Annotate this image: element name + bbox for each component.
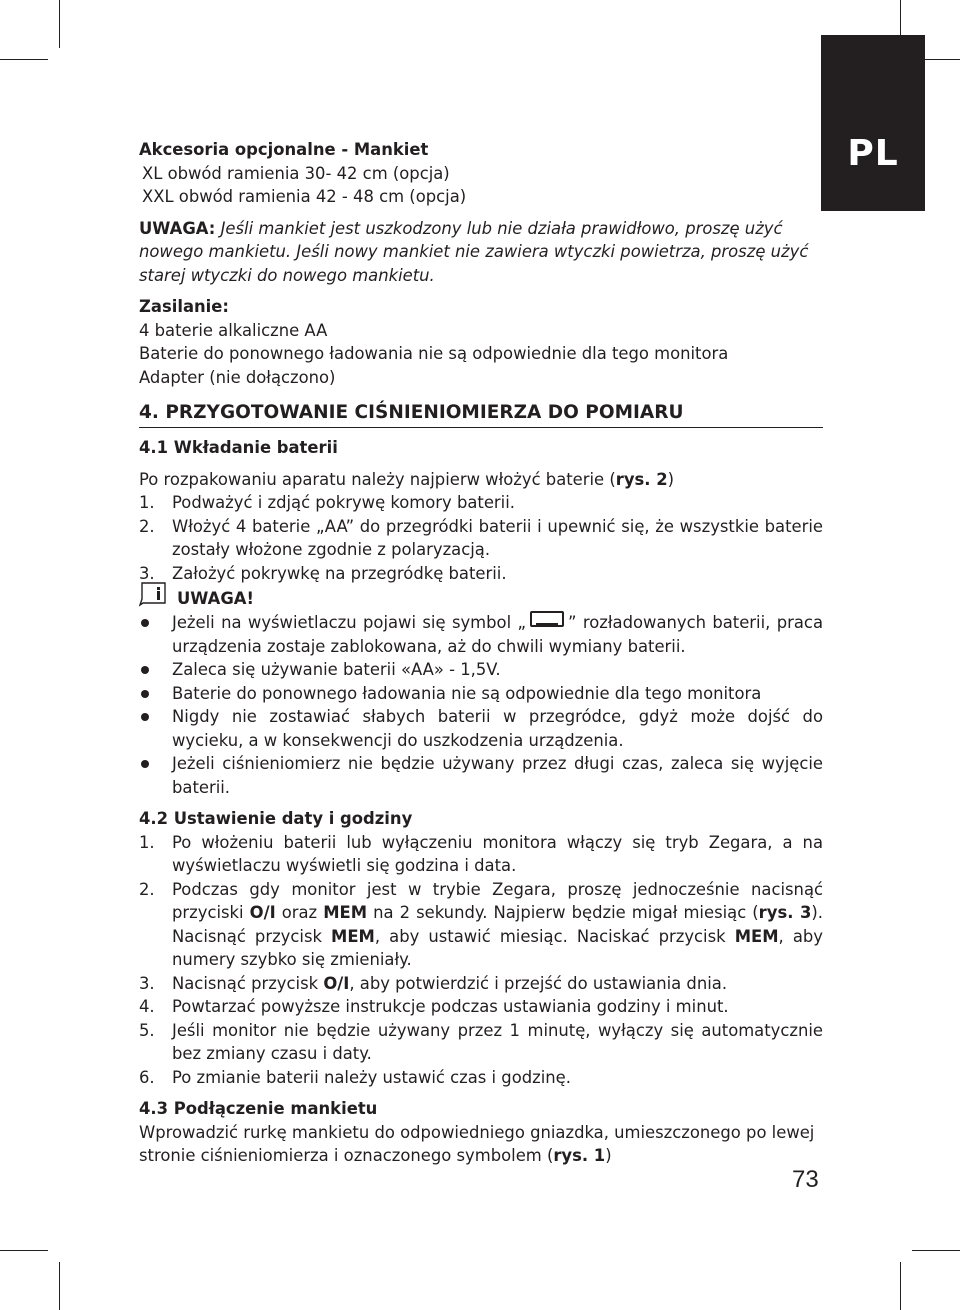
bullet-item: Nigdy nie zostawiać słabych baterii w przegródce, gdyż może dojść do wycieku, a w konsekwencji do uszkodzenia urządzenia. xyxy=(139,705,823,752)
page-content xyxy=(139,138,823,1168)
crop-mark xyxy=(0,1250,48,1251)
crop-mark xyxy=(0,59,48,60)
note-label: UWAGA! xyxy=(177,589,254,608)
bullet-item: Zaleca się używanie baterii «AA» - 1,5V. xyxy=(139,658,823,682)
list-item: 3. Nacisnąć przycisk O/I, aby potwierdzić i przejść do ustawiania dnia. xyxy=(139,973,728,993)
accessory-item: XXL obwód ramienia 42 - 48 cm (opcja) xyxy=(142,187,467,206)
power-line: Adapter (nie dołączono) xyxy=(139,367,336,387)
power-line: 4 baterie alkaliczne AA xyxy=(139,320,328,340)
section-4-title: 4. PRZYGOTOWANIE CIŚNIENIOMIERZA DO POMIARU xyxy=(139,401,823,428)
bullet-item: Baterie do ponownego ładowania nie są odpowiednie dla tego monitora xyxy=(139,682,823,706)
section-4-2-title: 4.2 Ustawienie daty i godziny xyxy=(139,809,413,828)
note-heading xyxy=(139,585,823,611)
power-title: Zasilanie: xyxy=(139,297,229,316)
list-item: 5. Jeśli monitor nie będzie używany przez 1 minutę, wyłączy się automatycznie bez zmiany czasu i daty. xyxy=(139,1020,823,1063)
battery-low-icon xyxy=(530,611,564,627)
list-item: 4. Powtarzać powyższe instrukcje podczas ustawiania godziny i minut. xyxy=(139,997,729,1016)
list-item: 1. Podważyć i zdjąć pokrywę komory baterii. xyxy=(139,493,515,512)
section-4-3-text: Wprowadzić rurkę mankietu do odpowiedniego gniazdka, umieszczonego po lewej stronie ciśnieniomierza i oznaczonego symbolem (rys. 1) xyxy=(139,1122,815,1165)
list-item: 6. Po zmianie baterii należy ustawić czas i godzinę. xyxy=(139,1067,571,1087)
list-item: 3. Założyć pokrywkę na przegródkę baterii. xyxy=(139,563,507,583)
warning-text: Jeśli mankiet jest uszkodzony lub nie działa prawidłowo, proszę użyć nowego mankietu. Jeśli nowy mankiet nie zawiera wtyczki powietrza, proszę użyć starej wtyczki do nowego mankietu. xyxy=(139,218,809,285)
list-item: 2. Włożyć 4 baterie „AA” do przegródki baterii i upewnić się, że wszystkie baterie zostały włożone zgodnie z polaryzacją. xyxy=(139,516,823,559)
bullet-item: Jeżeli ciśnieniomierz nie będzie używany przez długi czas, zaleca się wyjęcie baterii. xyxy=(139,752,823,799)
section-4-3-title: 4.3 Podłączenie mankietu xyxy=(139,1099,378,1118)
crop-mark xyxy=(59,1262,60,1310)
warning-label: UWAGA: xyxy=(139,218,216,238)
section-4-1-intro: Po rozpakowaniu aparatu należy najpierw włożyć baterie (rys. 2) xyxy=(139,469,675,489)
bullet-item: Jeżeli na wyświetlaczu pojawi się symbol „ ” rozładowanych baterii, praca urządzenia zostaje zablokowana, aż do chwili wymiany baterii. xyxy=(139,611,823,658)
info-note-icon xyxy=(139,581,169,607)
list-item: 1. Po włożeniu baterii lub wyłączeniu monitora włączy się tryb Zegara, a na wyświetlaczu wyświetli się godzina i data. xyxy=(139,832,823,875)
list-item: 2. Podczas gdy monitor jest w trybie Zegara, proszę jednocześnie nacisnąć przyciski O/I oraz MEM na 2 sekundy. Najpierw będzie migał miesiąc (rys. 3). Nacisnąć przycisk MEM, aby ustawić miesiąc. Naciskać przycisk MEM, aby numery szybko się zmieniały. xyxy=(139,879,823,969)
section-4-1-title: 4.1 Wkładanie baterii xyxy=(139,438,338,457)
language-label: PL xyxy=(847,133,899,174)
page-number: 73 xyxy=(792,1166,819,1193)
warning-paragraph xyxy=(139,217,823,288)
accessories-title: Akcesoria opcjonalne - Mankiet xyxy=(139,140,429,159)
figure-ref: rys. 2 xyxy=(615,469,668,489)
power-line: Baterie do ponownego ładowania nie są odpowiednie dla tego monitora xyxy=(139,344,729,363)
accessory-item: XL obwód ramienia 30- 42 cm (opcja) xyxy=(142,163,450,183)
crop-mark xyxy=(912,1250,960,1251)
crop-mark xyxy=(900,1262,901,1310)
language-tab xyxy=(821,35,925,211)
crop-mark xyxy=(59,0,60,48)
